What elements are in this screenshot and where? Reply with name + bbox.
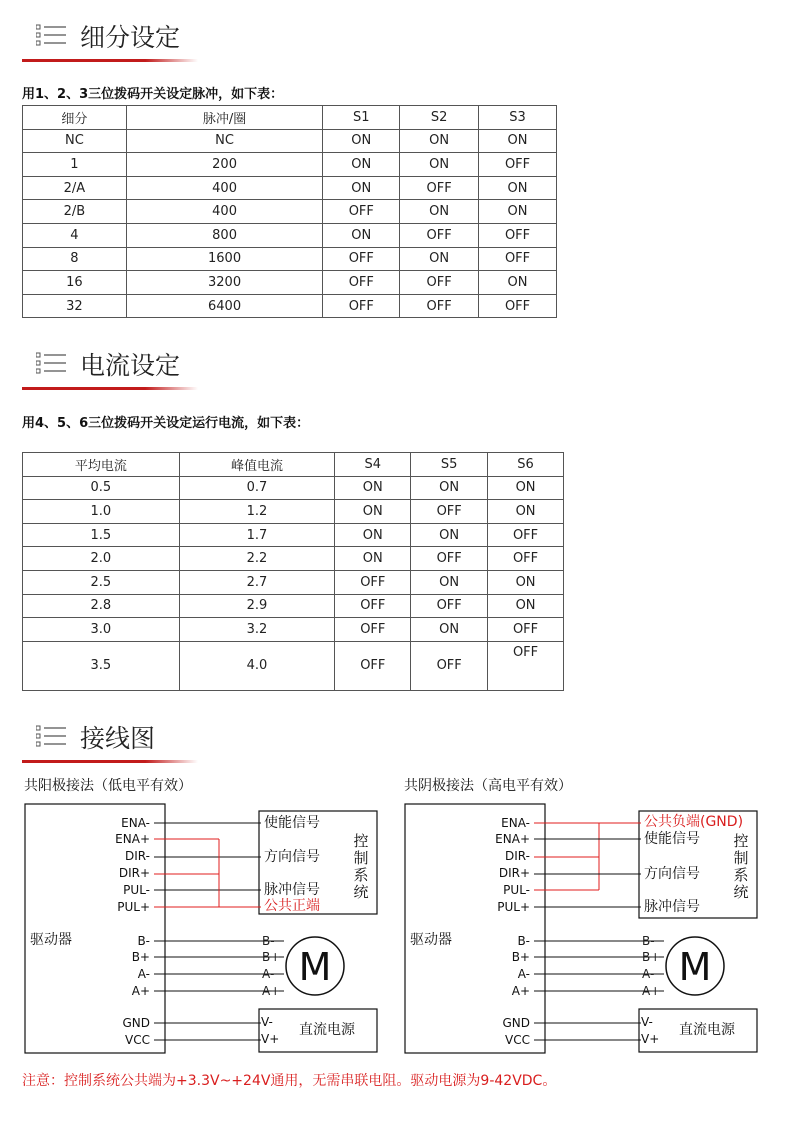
motor-pin-label: A+ bbox=[642, 984, 661, 998]
driver-pin-label: DIR+ bbox=[498, 866, 530, 880]
microstep-intro: 用1、2、3三位拨码开关设定脉冲，如下表： bbox=[22, 87, 284, 102]
driver-pin-label: B+ bbox=[131, 950, 150, 964]
driver-pin-label: B- bbox=[517, 934, 530, 948]
table-cell: ON bbox=[479, 129, 557, 153]
table-row bbox=[23, 476, 564, 500]
table-header-row bbox=[23, 106, 557, 130]
driver-pin-label: VCC bbox=[505, 1033, 530, 1047]
table-cell: ON bbox=[323, 176, 400, 200]
table-cell: S1 bbox=[323, 106, 400, 130]
list-icon bbox=[36, 24, 66, 50]
table-row bbox=[23, 500, 564, 524]
table-cell: S2 bbox=[400, 106, 479, 130]
driver-pin-label: ENA+ bbox=[115, 832, 150, 846]
table-row bbox=[23, 247, 557, 271]
table-row bbox=[23, 523, 564, 547]
table-cell: 2/B bbox=[23, 200, 127, 224]
table-cell: 2/A bbox=[23, 176, 127, 200]
table-cell: OFF bbox=[335, 641, 411, 690]
direction-signal-label: 方向信号 bbox=[264, 849, 320, 865]
section-header-wiring bbox=[22, 711, 198, 763]
table-cell: 1.7 bbox=[179, 523, 335, 547]
wiring-lines bbox=[24, 803, 386, 1055]
table-row bbox=[23, 570, 564, 594]
table-cell: OFF bbox=[479, 153, 557, 177]
table-row bbox=[23, 176, 557, 200]
pulse-signal-label: 脉冲信号 bbox=[644, 899, 700, 915]
section-header-microstep bbox=[22, 10, 198, 62]
microstep-table bbox=[22, 105, 557, 318]
table-cell: 8 bbox=[23, 247, 127, 271]
table-cell: 平均电流 bbox=[23, 453, 180, 477]
table-cell: OFF bbox=[488, 641, 564, 690]
table-cell: ON bbox=[335, 500, 411, 524]
driver-pin-label: DIR+ bbox=[118, 866, 150, 880]
motor-pin-label: B+ bbox=[642, 950, 661, 964]
table-cell: ON bbox=[488, 594, 564, 618]
table-row bbox=[23, 153, 557, 177]
driver-pin-label: PUL+ bbox=[117, 900, 150, 914]
table-cell: ON bbox=[335, 523, 411, 547]
table-cell: ON bbox=[479, 271, 557, 295]
table-row bbox=[23, 271, 557, 295]
pulse-signal-label: 脉冲信号 bbox=[264, 882, 320, 898]
table-cell: 2.5 bbox=[23, 570, 180, 594]
table-cell: 0.5 bbox=[23, 476, 180, 500]
table-cell: 2.2 bbox=[179, 547, 335, 571]
table-cell: 1 bbox=[23, 153, 127, 177]
table-cell: 细分 bbox=[23, 106, 127, 130]
driver-pin-label: PUL- bbox=[123, 883, 150, 897]
enable-signal-label: 使能信号 bbox=[644, 831, 700, 847]
table-cell: OFF bbox=[323, 271, 400, 295]
table-cell: OFF bbox=[411, 547, 488, 571]
table-cell: ON bbox=[335, 476, 411, 500]
table-cell: 16 bbox=[23, 271, 127, 295]
table-cell: NC bbox=[126, 129, 323, 153]
table-cell: ON bbox=[323, 223, 400, 247]
driver-pin-label: DIR- bbox=[125, 849, 150, 863]
table-cell: 3.2 bbox=[179, 618, 335, 642]
table-cell: OFF bbox=[323, 200, 400, 224]
table-cell: OFF bbox=[488, 618, 564, 642]
driver-pin-label: DIR- bbox=[505, 849, 530, 863]
driver-pin-label: A+ bbox=[511, 984, 530, 998]
table-cell: OFF bbox=[400, 271, 479, 295]
table-cell: 800 bbox=[126, 223, 323, 247]
table-cell: OFF bbox=[479, 247, 557, 271]
table-row bbox=[23, 641, 564, 690]
table-cell: 2.7 bbox=[179, 570, 335, 594]
power-label: 直流电源 bbox=[679, 1022, 735, 1038]
table-row bbox=[23, 594, 564, 618]
section-title: 细分设定 bbox=[80, 23, 181, 52]
driver-pin-label: VCC bbox=[125, 1033, 150, 1047]
table-cell: OFF bbox=[335, 570, 411, 594]
table-cell: ON bbox=[488, 476, 564, 500]
driver-pin-label: PUL+ bbox=[497, 900, 530, 914]
driver-pin-label: A- bbox=[137, 967, 150, 981]
common-negative-label: 公共负端(GND) bbox=[644, 814, 744, 830]
power-pin-vminus: V- bbox=[261, 1015, 273, 1029]
driver-pin-label: ENA- bbox=[121, 816, 150, 830]
common-cathode-caption: 共阴极接法（高电平有效） bbox=[404, 778, 572, 794]
table-cell: 3.0 bbox=[23, 618, 180, 642]
section-underline bbox=[22, 760, 198, 763]
direction-signal-label: 方向信号 bbox=[644, 866, 700, 882]
motor-pin-label: B- bbox=[262, 934, 275, 948]
table-row bbox=[23, 129, 557, 153]
driver-pin-label: GND bbox=[502, 1016, 530, 1030]
table-cell: 400 bbox=[126, 200, 323, 224]
table-cell: S5 bbox=[411, 453, 488, 477]
footnote-warning: 注意：控制系统公共端为+3.3V~+24V通用，无需串联电阻。驱动电源为9-42VDC。 bbox=[22, 1073, 557, 1089]
table-cell: ON bbox=[400, 247, 479, 271]
table-cell: 峰值电流 bbox=[179, 453, 335, 477]
table-cell: OFF bbox=[479, 223, 557, 247]
table-cell: ON bbox=[411, 476, 488, 500]
table-cell: ON bbox=[400, 129, 479, 153]
table-cell: S3 bbox=[479, 106, 557, 130]
table-cell: ON bbox=[400, 153, 479, 177]
driver-label: 驱动器 bbox=[410, 932, 452, 948]
motor-pin-label: B- bbox=[642, 934, 655, 948]
driver-pin-label: ENA+ bbox=[495, 832, 530, 846]
driver-pin-label: GND bbox=[122, 1016, 150, 1030]
current-intro: 用4、5、6三位拨码开关设定运行电流，如下表： bbox=[22, 416, 310, 431]
table-cell: OFF bbox=[411, 641, 488, 690]
table-cell: ON bbox=[479, 200, 557, 224]
table-cell: S4 bbox=[335, 453, 411, 477]
table-cell: 0.7 bbox=[179, 476, 335, 500]
wiring-lines bbox=[404, 803, 766, 1055]
table-cell: OFF bbox=[479, 294, 557, 318]
table-cell: 32 bbox=[23, 294, 127, 318]
power-label: 直流电源 bbox=[299, 1022, 355, 1038]
table-cell: 1.0 bbox=[23, 500, 180, 524]
table-cell: OFF bbox=[335, 594, 411, 618]
driver-pin-label: B+ bbox=[511, 950, 530, 964]
table-row bbox=[23, 547, 564, 571]
table-cell: NC bbox=[23, 129, 127, 153]
table-cell: 3200 bbox=[126, 271, 323, 295]
driver-pin-label: PUL- bbox=[503, 883, 530, 897]
section-underline bbox=[22, 387, 198, 390]
table-header-row bbox=[23, 453, 564, 477]
table-cell: ON bbox=[323, 129, 400, 153]
control-system-label: 控制系统 bbox=[353, 832, 369, 901]
table-row bbox=[23, 223, 557, 247]
enable-signal-label: 使能信号 bbox=[264, 815, 320, 831]
table-cell: OFF bbox=[488, 547, 564, 571]
driver-label: 驱动器 bbox=[30, 932, 72, 948]
common-anode-diagram bbox=[24, 803, 386, 1055]
table-cell: ON bbox=[488, 570, 564, 594]
power-pin-vplus: V+ bbox=[261, 1032, 280, 1046]
motor-icon: M bbox=[298, 945, 332, 989]
motor-pin-label: B+ bbox=[262, 950, 281, 964]
driver-pin-label: A+ bbox=[131, 984, 150, 998]
motor-pin-label: A+ bbox=[262, 984, 281, 998]
section-header-current bbox=[22, 338, 198, 390]
list-icon bbox=[36, 725, 66, 751]
power-pin-vplus: V+ bbox=[641, 1032, 660, 1046]
table-row bbox=[23, 200, 557, 224]
common-cathode-diagram bbox=[404, 803, 766, 1055]
table-cell: 400 bbox=[126, 176, 323, 200]
table-cell: ON bbox=[323, 153, 400, 177]
driver-pin-label: ENA- bbox=[501, 816, 530, 830]
table-cell: 4 bbox=[23, 223, 127, 247]
table-cell: 1.5 bbox=[23, 523, 180, 547]
table-cell: ON bbox=[488, 500, 564, 524]
current-table bbox=[22, 452, 564, 691]
table-cell: OFF bbox=[411, 500, 488, 524]
table-cell: 1.2 bbox=[179, 500, 335, 524]
table-row bbox=[23, 618, 564, 642]
table-row bbox=[23, 294, 557, 318]
table-cell: ON bbox=[411, 618, 488, 642]
table-cell: OFF bbox=[411, 594, 488, 618]
table-cell: 3.5 bbox=[23, 641, 180, 690]
table-cell: OFF bbox=[323, 247, 400, 271]
table-cell: 2.0 bbox=[23, 547, 180, 571]
table-cell: 1600 bbox=[126, 247, 323, 271]
control-system-label: 控制系统 bbox=[733, 832, 749, 901]
table-cell: ON bbox=[411, 570, 488, 594]
table-cell: OFF bbox=[400, 176, 479, 200]
section-underline bbox=[22, 59, 198, 62]
common-positive-label: 公共正端 bbox=[264, 898, 320, 914]
table-cell: OFF bbox=[400, 223, 479, 247]
table-cell: OFF bbox=[400, 294, 479, 318]
driver-pin-label: B- bbox=[137, 934, 150, 948]
motor-pin-label: A- bbox=[642, 967, 655, 981]
list-icon bbox=[36, 352, 66, 378]
table-cell: 4.0 bbox=[179, 641, 335, 690]
table-cell: ON bbox=[335, 547, 411, 571]
table-cell: ON bbox=[479, 176, 557, 200]
table-cell: 200 bbox=[126, 153, 323, 177]
section-title: 电流设定 bbox=[80, 351, 181, 380]
table-cell: 脉冲/圈 bbox=[126, 106, 323, 130]
common-anode-caption: 共阳极接法（低电平有效） bbox=[24, 778, 192, 794]
driver-pin-label: A- bbox=[517, 967, 530, 981]
table-cell: 2.9 bbox=[179, 594, 335, 618]
table-cell: OFF bbox=[335, 618, 411, 642]
section-title: 接线图 bbox=[80, 724, 156, 753]
table-cell: ON bbox=[411, 523, 488, 547]
table-cell: S6 bbox=[488, 453, 564, 477]
table-cell: OFF bbox=[488, 523, 564, 547]
table-cell: OFF bbox=[323, 294, 400, 318]
power-pin-vminus: V- bbox=[641, 1015, 653, 1029]
motor-pin-label: A- bbox=[262, 967, 275, 981]
motor-icon: M bbox=[678, 945, 712, 989]
table-cell: 2.8 bbox=[23, 594, 180, 618]
table-cell: ON bbox=[400, 200, 479, 224]
table-cell: 6400 bbox=[126, 294, 323, 318]
